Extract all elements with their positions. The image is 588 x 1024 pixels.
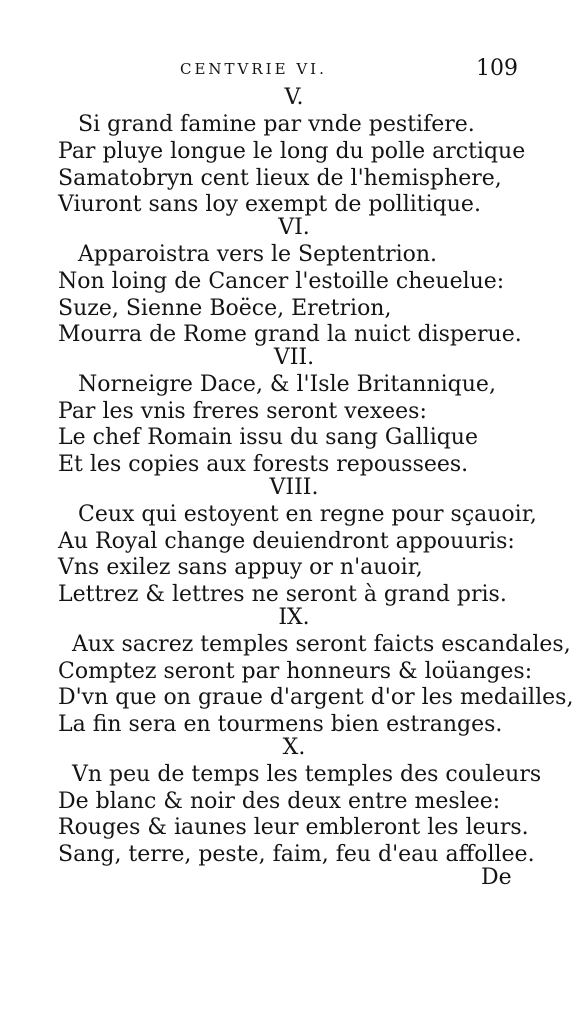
verse-line: Apparoistra vers le Septentrion. — [78, 242, 438, 267]
verse-line: Vn peu de temps les temples des couleurs — [72, 762, 542, 787]
verse-line: Par les vnis freres seront vexees: — [58, 399, 427, 424]
verse-line: Par pluye longue le long du polle arctique — [58, 139, 526, 164]
verse-line: La fin sera en tourmens bien estranges. — [58, 712, 503, 737]
verse-line: Samatobryn cent lieux de l'hemisphere, — [58, 166, 502, 191]
verse-line: D'vn que on graue d'argent d'or les medailles, — [58, 685, 574, 710]
stanza-heading: VII. — [273, 345, 315, 370]
stanza-heading: VI. — [278, 215, 310, 240]
verse-line: Aux sacrez temples seront faicts escandales, — [72, 632, 571, 657]
verse-line: Non loing de Cancer l'estoille cheuelue: — [58, 269, 505, 294]
page-number: 109 — [476, 56, 518, 81]
verse-line: Vns exilez sans appuy or n'auoir, — [58, 555, 423, 580]
verse-line: Et les copies aux forests repoussees. — [58, 452, 469, 477]
verse-line: De blanc & noir des deux entre meslee: — [58, 789, 501, 814]
stanza-heading: IX. — [278, 605, 310, 630]
verse-line: Lettrez & lettres ne seront à grand pris. — [58, 582, 507, 607]
verse-line: Au Royal change deuiendront appouuris: — [58, 529, 515, 554]
verse-line: Comptez seront par honneurs & loüanges: — [58, 659, 533, 684]
verse-line: Le chef Romain issu du sang Gallique — [58, 425, 478, 450]
stanza-heading: V. — [284, 85, 304, 110]
verse-line: Rouges & iaunes leur embleront les leurs. — [58, 815, 529, 840]
verse-line: Ceux qui estoyent en regne pour sçauoir, — [78, 502, 537, 527]
running-head: CENTVRIE VI. — [180, 60, 327, 78]
verse-line: Mourra de Rome grand la nuict disperue. — [58, 322, 522, 347]
catchword: De — [481, 865, 512, 890]
stanza-heading: VIII. — [269, 475, 319, 500]
verse-line: Suze, Sienne Boëce, Eretrion, — [58, 296, 392, 321]
verse-line: Si grand famine par vnde pestifere. — [78, 112, 475, 137]
verse-line: Norneigre Dace, & l'Isle Britannique, — [78, 372, 496, 397]
verse-line: Viuront sans loy exempt de pollitique. — [58, 192, 481, 217]
verse-line: Sang, terre, peste, faim, feu d'eau affollee. — [58, 842, 535, 867]
stanza-heading: X. — [282, 735, 306, 760]
